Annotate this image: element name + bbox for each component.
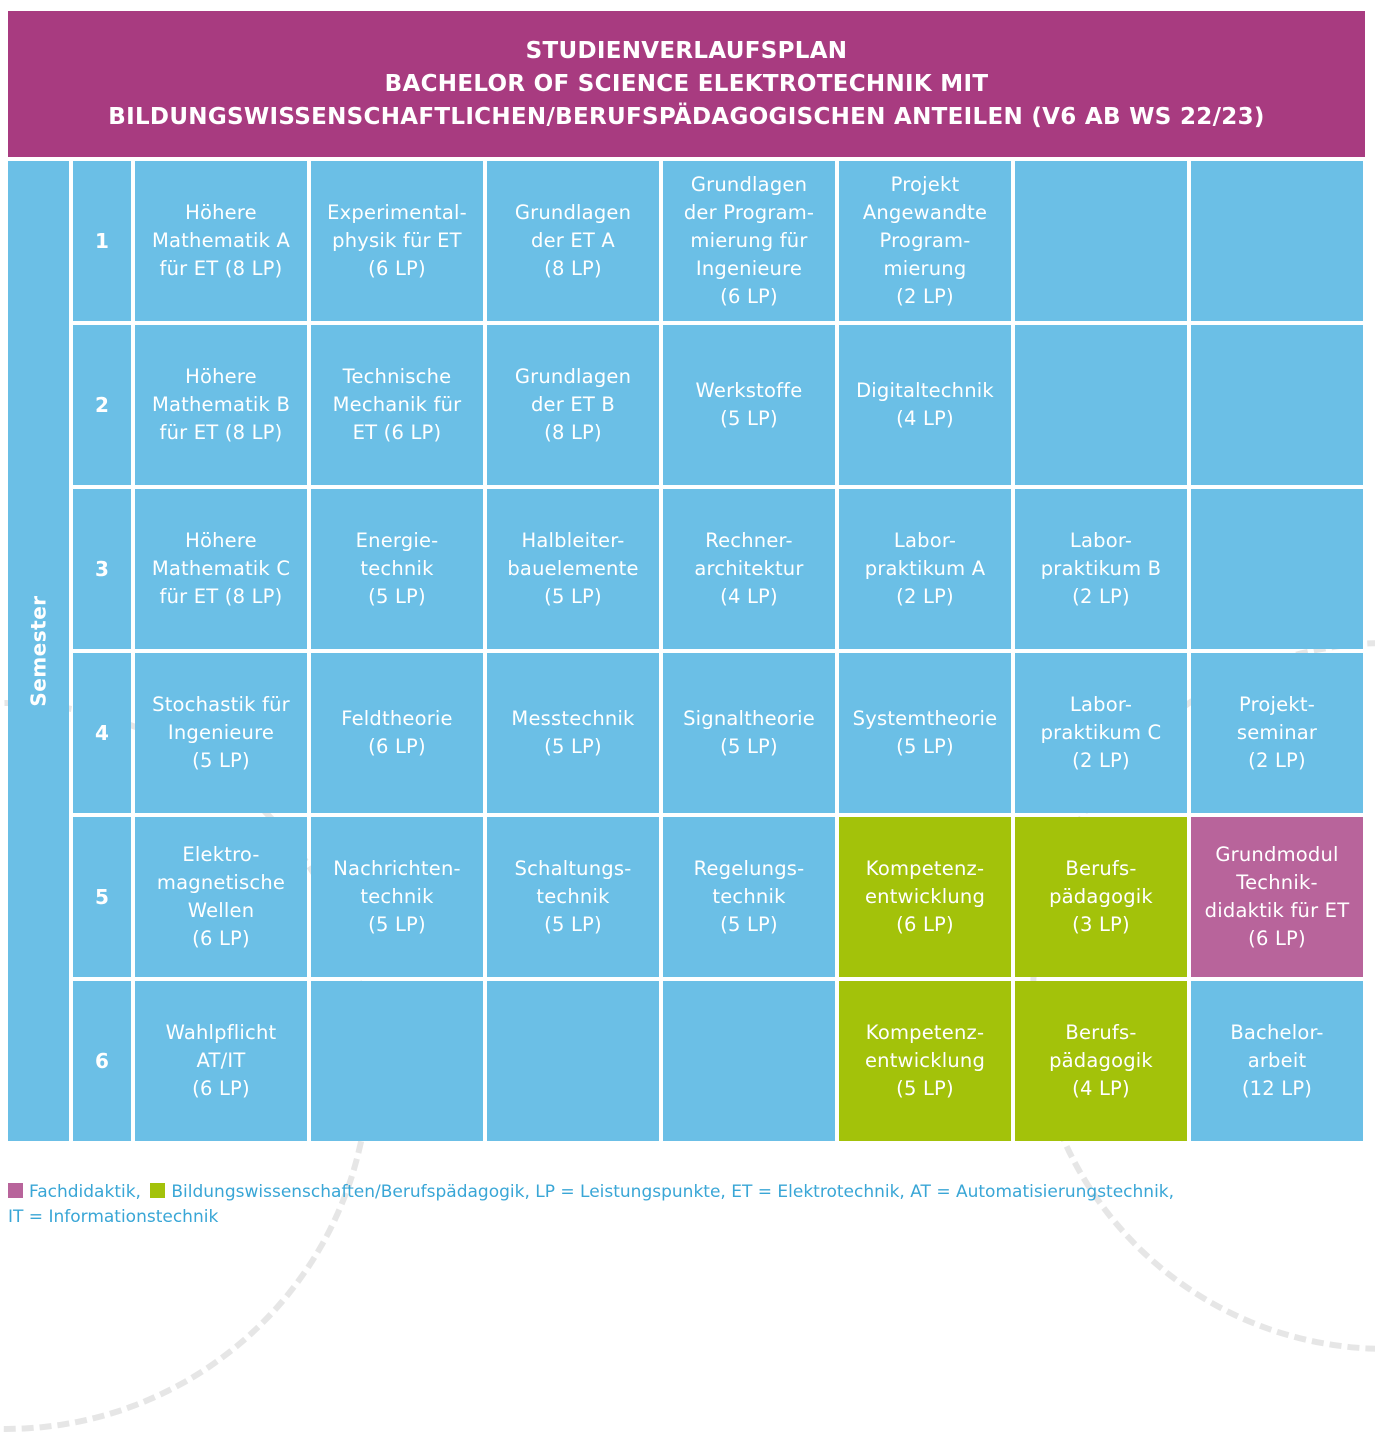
module-label: Grundlagen der ET B (8 LP) — [514, 365, 632, 444]
module-label: Höhere Mathematik B für ET (8 LP) — [151, 365, 291, 444]
empty-cell — [663, 981, 835, 1141]
module-cell — [135, 653, 307, 813]
legend-fachdidaktik: Fachdidaktik, — [29, 1182, 141, 1202]
semester-axis-label — [8, 161, 69, 1141]
page-title — [8, 11, 1365, 157]
legend-bildung: Bildungswissenschaften/Berufspädagogik, LP = Leistungspunkte, ET = Elektrotechnik, AT = Automatisierungstechnik, — [171, 1182, 1175, 1202]
module-label: Kompetenz- entwicklung (6 LP) — [864, 857, 986, 936]
module-cell — [663, 489, 835, 649]
empty-cell — [1015, 161, 1187, 321]
module-label: Werkstoffe (5 LP) — [695, 379, 803, 430]
semester-number: 2 — [73, 325, 131, 485]
module-label: Grundlagen der Program- mierung für Ingenieure (6 LP) — [683, 173, 815, 308]
module-cell — [839, 653, 1011, 813]
module-label: Höhere Mathematik C für ET (8 LP) — [151, 529, 291, 608]
module-label: Wahlpflicht AT/IT (6 LP) — [165, 1021, 277, 1100]
module-cell — [311, 489, 483, 649]
module-cell — [135, 981, 307, 1141]
module-cell — [1191, 653, 1363, 813]
module-cell — [311, 161, 483, 321]
module-label: Kompetenz- entwicklung (5 LP) — [864, 1021, 986, 1100]
module-label: Messtechnik (5 LP) — [511, 707, 635, 758]
module-cell — [1191, 981, 1363, 1141]
semester-number: 4 — [73, 653, 131, 813]
module-label: Höhere Mathematik A für ET (8 LP) — [151, 201, 290, 280]
empty-cell — [1191, 325, 1363, 485]
module-cell — [663, 817, 835, 977]
module-cell — [1015, 653, 1187, 813]
semester-label-text: Semester — [26, 595, 51, 707]
module-cell — [839, 817, 1011, 977]
module-cell — [487, 653, 659, 813]
empty-cell — [487, 981, 659, 1141]
title-line-3: BILDUNGSWISSENSCHAFTLICHEN/BERUFSPÄDAGOGISCHEN ANTEILEN (V6 AB WS 22/23) — [108, 103, 1265, 130]
bildung-swatch — [150, 1183, 165, 1198]
empty-cell — [1191, 489, 1363, 649]
module-label: Grundlagen der ET A (8 LP) — [514, 201, 632, 280]
legend — [8, 1180, 1348, 1230]
module-label: Feldtheorie (6 LP) — [341, 707, 453, 758]
module-label: Digitaltechnik (4 LP) — [856, 379, 994, 430]
module-cell — [135, 817, 307, 977]
module-label: Halbleiter- bauelemente (5 LP) — [507, 529, 639, 608]
empty-cell — [311, 981, 483, 1141]
module-label: Schaltungs- technik (5 LP) — [514, 857, 632, 936]
module-label: Experimental- physik für ET (6 LP) — [327, 201, 467, 280]
module-label: Projekt- seminar (2 LP) — [1236, 693, 1318, 772]
module-cell — [311, 325, 483, 485]
module-cell — [663, 161, 835, 321]
module-label: Stochastik für Ingenieure (5 LP) — [152, 693, 290, 772]
module-cell — [135, 161, 307, 321]
module-label: Energie- technik (5 LP) — [355, 529, 439, 608]
title-line-1: STUDIENVERLAUFSPLAN — [525, 37, 848, 64]
semester-number: 6 — [73, 981, 131, 1141]
legend-line-1 — [8, 1180, 1348, 1205]
semester-number: 5 — [73, 817, 131, 977]
module-cell — [135, 489, 307, 649]
module-cell — [839, 981, 1011, 1141]
module-cell — [1191, 817, 1363, 977]
module-label: Grundmodul Technik- didaktik für ET (6 LP) — [1204, 843, 1350, 950]
module-cell — [487, 489, 659, 649]
module-cell — [1015, 817, 1187, 977]
module-cell — [1015, 981, 1187, 1141]
module-cell — [487, 325, 659, 485]
module-label: Labor- praktikum A (2 LP) — [864, 529, 986, 608]
module-cell — [839, 489, 1011, 649]
module-cell — [1015, 489, 1187, 649]
module-label: Regelungs- technik (5 LP) — [693, 857, 805, 936]
module-label: Labor- praktikum B (2 LP) — [1040, 529, 1162, 608]
module-label: Projekt Angewandte Program- mierung (2 LP) — [862, 173, 988, 308]
legend-line-2: IT = Informationstechnik — [8, 1207, 219, 1227]
module-cell — [487, 161, 659, 321]
semester-number: 1 — [73, 161, 131, 321]
module-cell — [663, 653, 835, 813]
empty-cell — [1015, 325, 1187, 485]
module-cell — [839, 161, 1011, 321]
module-label: Elektro- magnetische Wellen (6 LP) — [156, 843, 286, 950]
fachdidaktik-swatch — [8, 1183, 23, 1198]
module-cell — [487, 817, 659, 977]
module-label: Nachrichten- technik (5 LP) — [333, 857, 461, 936]
module-label: Berufs- pädagogik (4 LP) — [1049, 1021, 1153, 1100]
study-plan-grid — [8, 161, 1363, 1141]
module-cell — [135, 325, 307, 485]
module-label: Bachelor- arbeit (12 LP) — [1230, 1021, 1324, 1100]
semester-number: 3 — [73, 489, 131, 649]
module-label: Technische Mechanik für ET (6 LP) — [332, 365, 462, 444]
module-cell — [663, 325, 835, 485]
module-label: Rechner- architektur (4 LP) — [694, 529, 804, 608]
title-line-2: BACHELOR OF SCIENCE ELEKTROTECHNIK MIT — [384, 70, 989, 97]
module-cell — [311, 817, 483, 977]
module-label: Systemtheorie (5 LP) — [852, 707, 998, 758]
module-cell — [839, 325, 1011, 485]
module-cell — [311, 653, 483, 813]
module-label: Signaltheorie (5 LP) — [683, 707, 815, 758]
module-label: Labor- praktikum C (2 LP) — [1040, 693, 1162, 772]
empty-cell — [1191, 161, 1363, 321]
module-label: Berufs- pädagogik (3 LP) — [1049, 857, 1153, 936]
